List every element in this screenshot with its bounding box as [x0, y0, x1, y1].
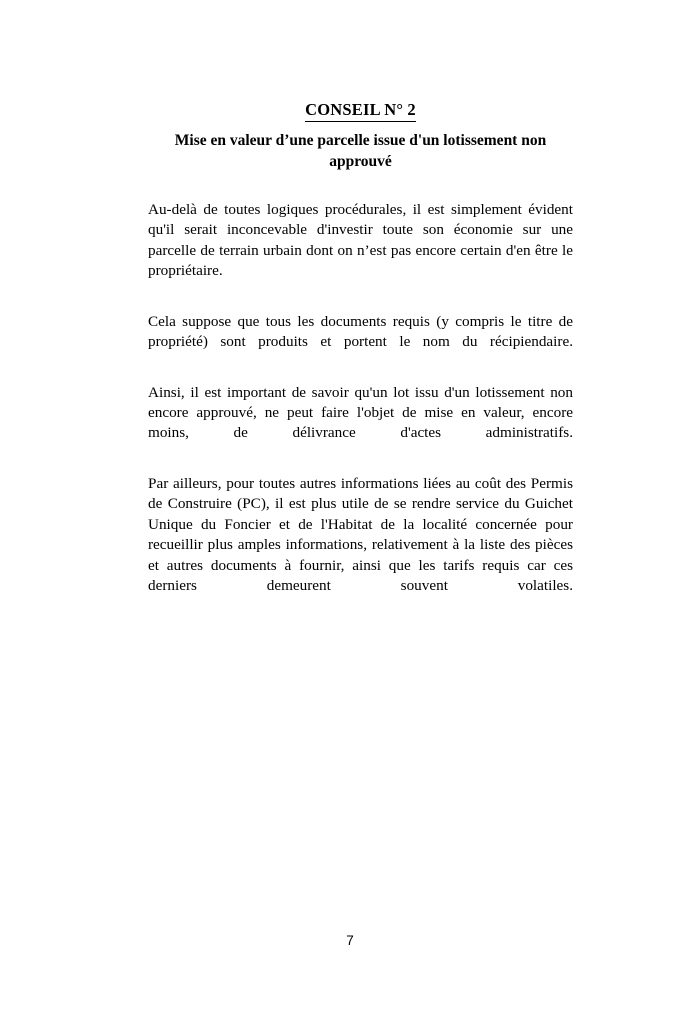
document-body [148, 200, 573, 617]
body-paragraph: Par ailleurs, pour toutes autres informations liées au coût des Permis de Construire (PC), il est plus utile de se rendre service du Guichet Unique du Foncier et de l'Habitat de la localité concernée pour recueillir plus amples informations, relativement à la liste des pièces et autres documents à fournir, ainsi que les tarifs requis car ces derniers demeurent souvent volatiles. [148, 474, 573, 594]
title-block [148, 100, 573, 172]
body-paragraph: Au-delà de toutes logiques procédurales, il est simplement évident qu'il serait inconcevable d'investir toute son économie sur une parcelle de terrain urbain dont on n’est pas encore certain d'en être le propriétaire. [148, 201, 573, 280]
body-paragraph: Ainsi, il est important de savoir qu'un lot issu d'un lotissement non encore approuvé, ne peut faire l'objet de mise en valeur, encore moins, de délivrance d'actes administratifs. [148, 383, 573, 442]
page-title: CONSEIL N° 2 [305, 100, 416, 122]
page-number: 7 [346, 933, 354, 948]
page-subtitle: Mise en valeur d’une parcelle issue d'un lotissement non approuvé [174, 132, 547, 170]
body-paragraph: Cela suppose que tous les documents requis (y compris le titre de propriété) sont produits et portent le nom du récipiendaire. [148, 312, 573, 351]
